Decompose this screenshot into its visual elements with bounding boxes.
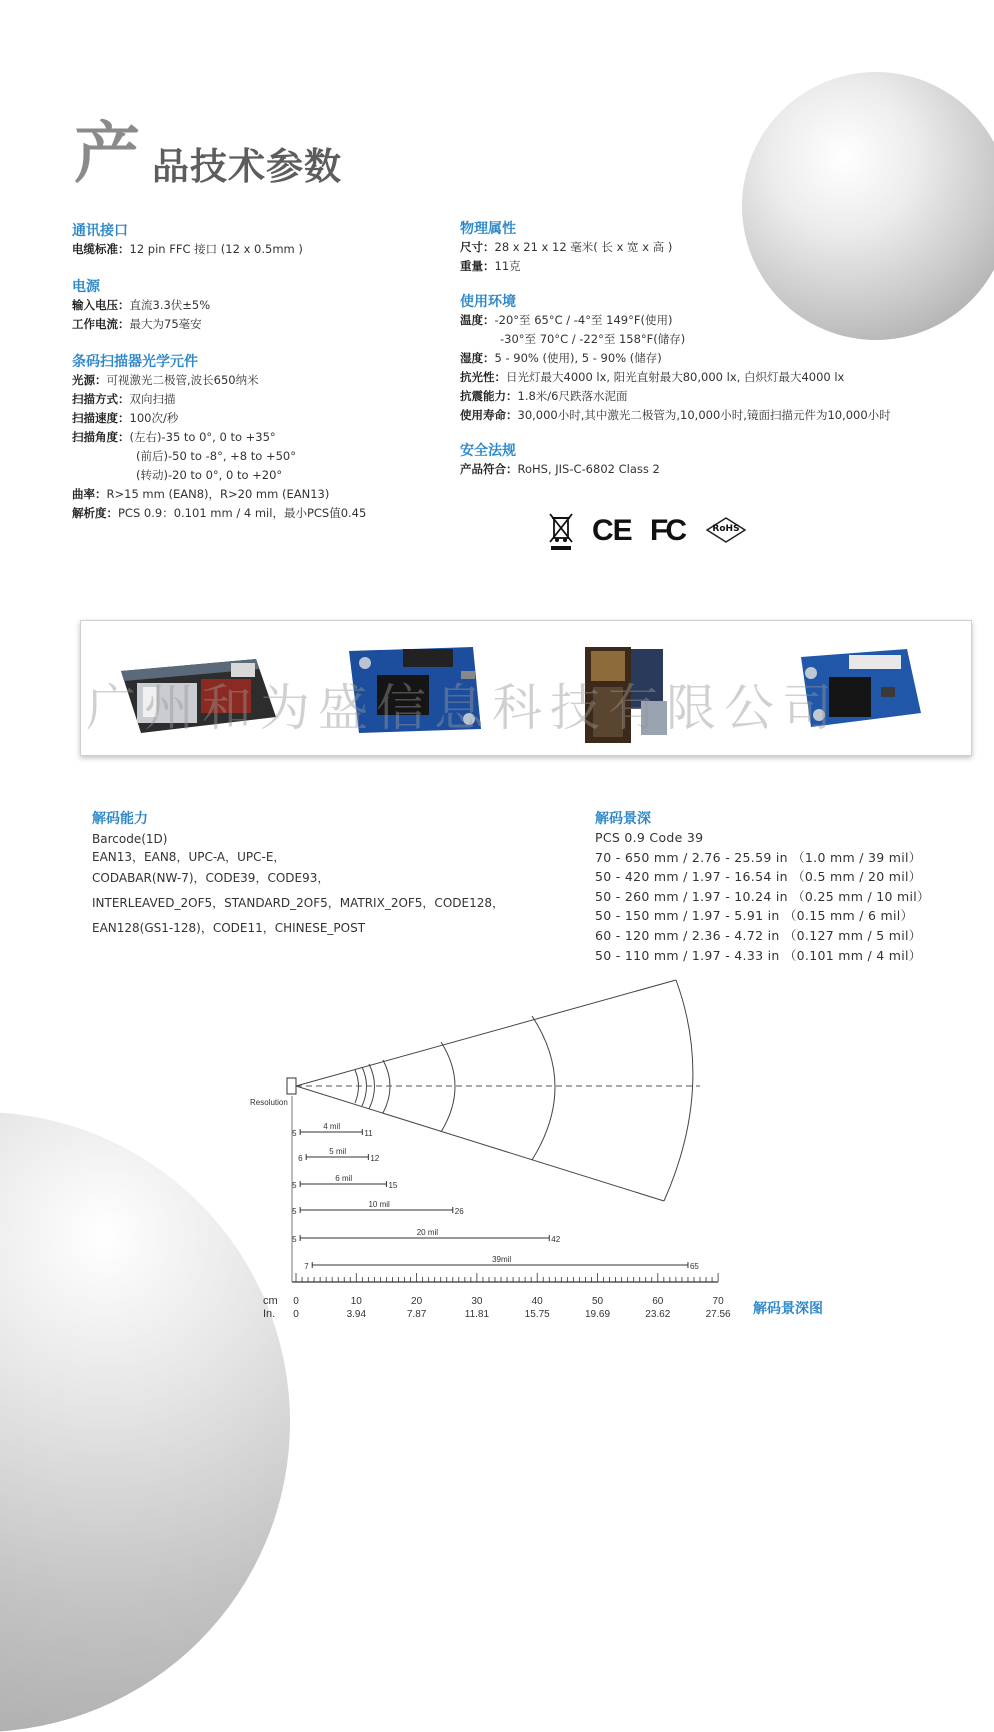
axis-cm-label: 10 — [350, 1296, 362, 1307]
bar-min-label: 5 — [292, 1235, 297, 1244]
spec-line: 扫描角度：(左右)-35 to 0°, 0 to +35° — [72, 430, 276, 444]
spec-line: 光源：可视激光二极管,波长650纳米 — [72, 373, 259, 387]
section-heading-interface: 通讯接口 — [72, 223, 128, 239]
right-spec-column — [460, 218, 891, 479]
page-title-initial: 产 — [74, 115, 138, 192]
spec-line: (转动)-20 to 0°, 0 to +20° — [136, 468, 283, 482]
bar-resolution-label: 20 mil — [416, 1228, 439, 1237]
bar-resolution-label: 6 mil — [335, 1174, 353, 1183]
axis-in-label: 7.87 — [406, 1309, 427, 1320]
dof-line: 70 - 650 mm / 2.76 - 25.59 in （1.0 mm / 39 mil） — [595, 849, 922, 865]
spec-line: (前后)-50 to -8°, +8 to +50° — [136, 449, 296, 463]
resolution-bars — [292, 1122, 699, 1271]
bar-min-label: 5 — [292, 1129, 297, 1138]
section-heading-environment: 使用环境 — [460, 294, 516, 310]
axis-in-label: 15.75 — [524, 1309, 550, 1320]
spec-line: 使用寿命：30,000小时,其中激光二极管为,10,000小时,镜面扫描元件为10,000小时 — [460, 408, 891, 422]
section-heading-optics: 条码扫描器光学元件 — [72, 354, 198, 370]
axis-in-label: 19.69 — [584, 1309, 611, 1320]
axis-in-label: 0 — [293, 1309, 299, 1320]
axis-cm-label: 50 — [591, 1296, 604, 1307]
unit-cm: cm — [263, 1295, 278, 1307]
spec-line: 抗光性：日光灯最大4000 lx, 阳光直射最大80,000 lx, 白炽灯最大4000 lx — [460, 370, 845, 384]
range-arc — [441, 1042, 455, 1132]
weee-bin-icon — [548, 512, 574, 556]
spec-line: 扫描方式：双向扫描 — [72, 392, 176, 406]
dof-line: 60 - 120 mm / 2.36 - 4.72 in （0.127 mm / 5 mil） — [595, 927, 922, 943]
spec-line: 曲率：R>15 mm (EAN8)，R>20 mm (EAN13) — [72, 487, 330, 501]
bar-max-label: 26 — [454, 1207, 464, 1216]
spec-line: 工作电流：最大为75毫安 — [72, 317, 202, 331]
ce-mark: CE — [592, 514, 632, 547]
section-heading-safety: 安全法规 — [460, 443, 516, 459]
range-arc — [532, 1016, 555, 1160]
spec-line: 重量：11克 — [460, 259, 521, 273]
bar-min-label: 5 — [292, 1181, 297, 1190]
depth-of-field-block — [595, 808, 930, 965]
axis-cm-label: 70 — [712, 1296, 724, 1307]
spec-line: 湿度：5 - 90% (使用), 5 - 90% (储存) — [460, 351, 662, 365]
rohs-mark: RoHS — [706, 517, 746, 543]
spec-line: 扫描速度：100次/秒 — [72, 411, 179, 425]
resolution-label: Resolution — [250, 1098, 288, 1107]
axis-ticks — [296, 1273, 718, 1282]
axis-cm-label: 20 — [411, 1296, 423, 1307]
spec-line: 产品符合：RoHS, JIS-C-6802 Class 2 — [460, 462, 660, 476]
dof-line: PCS 0.9 Code 39 — [595, 830, 704, 845]
bar-max-label: 11 — [364, 1129, 373, 1138]
axis-labels — [293, 1296, 731, 1320]
axis-cm-label: 60 — [652, 1296, 664, 1307]
axis-in-label: 3.94 — [346, 1309, 367, 1320]
bar-min-label: 5 — [292, 1207, 297, 1216]
company-watermark: 广州和为盛信息科技有限公司 — [86, 679, 840, 737]
range-arc — [664, 980, 693, 1201]
section-heading-power: 电源 — [72, 279, 100, 295]
fcc-mark: FC — [650, 514, 684, 547]
spec-line: 温度：-20°至 65°C / -4°至 149°F(使用) — [460, 313, 673, 327]
scanner-window — [287, 1078, 296, 1094]
dof-line: 50 - 110 mm / 1.97 - 4.33 in （0.101 mm / 4 mil） — [595, 947, 922, 963]
range-arc — [362, 1067, 367, 1106]
axis-in-label: 23.62 — [645, 1309, 671, 1320]
decode-line: EAN128(GS1-128)，CODE11，CHINESE_POST — [92, 921, 366, 935]
decode-line: INTERLEAVED_2OF5，STANDARD_2OF5，MATRIX_2OF5，CODE128， — [92, 896, 504, 910]
decode-ability-block — [92, 808, 504, 940]
bar-resolution-label: 4 mil — [323, 1122, 341, 1131]
bar-max-label: 65 — [689, 1262, 699, 1271]
page-title: 品技术参数 — [152, 145, 342, 188]
axis-in-label: 11.81 — [464, 1309, 490, 1320]
bar-min-label: 7 — [304, 1262, 309, 1271]
decode-line: EAN13，EAN8，UPC-A，UPC-E， — [92, 850, 286, 864]
spec-line: 输入电压：直流3.3伏±5% — [72, 298, 211, 312]
bar-resolution-label: 39mil — [492, 1255, 512, 1264]
beam-edge-upper — [296, 980, 676, 1086]
bar-resolution-label: 5 mil — [329, 1147, 347, 1156]
decode-line: CODABAR(NW-7)，CODE39，CODE93， — [92, 871, 330, 885]
spec-line: 抗震能力：1.8米/6尺跌落水泥面 — [460, 389, 628, 403]
dof-line: 50 - 420 mm / 1.97 - 16.54 in （0.5 mm / 20 mil） — [595, 869, 922, 885]
spec-line: 解析度：PCS 0.9：0.101 mm / 4 mil，最小PCS值0.45 — [72, 506, 367, 520]
dof-line: 50 - 260 mm / 1.97 - 10.24 in （0.25 mm / 10 mil） — [595, 888, 930, 904]
section-heading-physical: 物理属性 — [460, 221, 516, 237]
bar-max-label: 12 — [370, 1154, 380, 1163]
axis-cm-label: 40 — [531, 1296, 543, 1307]
decode-line: Barcode(1D) — [92, 832, 168, 846]
bar-resolution-label: 10 mil — [368, 1200, 390, 1209]
decode-depth-diagram — [0, 960, 994, 1340]
spec-line: 电缆标准：12 pin FFC 接口 (12 x 0.5mm ) — [72, 242, 303, 256]
dof-line: 50 - 150 mm / 1.97 - 5.91 in （0.15 mm / 6 mil） — [595, 908, 914, 924]
bar-max-label: 42 — [551, 1235, 561, 1244]
left-spec-column — [72, 220, 366, 523]
axis-in-label: 27.56 — [705, 1309, 731, 1320]
spec-line: -30°至 70°C / -22°至 158°F(储存) — [500, 332, 686, 346]
unit-in: In. — [263, 1308, 276, 1320]
bar-min-label: 6 — [298, 1154, 303, 1163]
axis-cm-label: 0 — [293, 1296, 299, 1307]
section-heading-decode: 解码能力 — [92, 811, 148, 827]
axis-cm-label: 30 — [471, 1296, 483, 1307]
section-heading-dof: 解码景深 — [595, 811, 651, 827]
diagram-caption: 解码景深图 — [753, 1301, 823, 1317]
bar-max-label: 15 — [388, 1181, 398, 1190]
spec-line: 尺寸：28 x 21 x 12 毫米( 长 x 宽 x 高 ) — [460, 240, 673, 254]
